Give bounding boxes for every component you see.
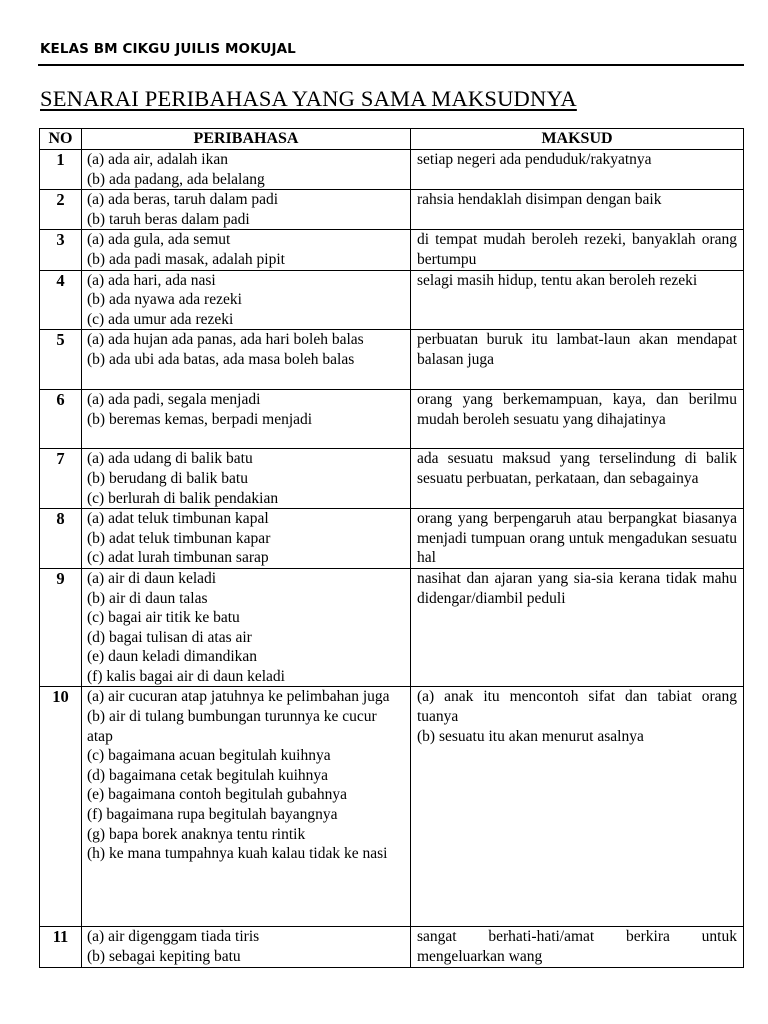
peribahasa-item: (e) bagaimana contoh begitulah gubahnya <box>87 786 347 804</box>
peribahasa-cell <box>82 927 411 967</box>
peribahasa-item: (b) air di daun talas <box>87 589 208 607</box>
maksud-item: selagi masih hidup, tentu akan beroleh rezeki <box>417 271 698 289</box>
peribahasa-cell <box>82 687 411 927</box>
maksud-cell <box>411 270 744 330</box>
peribahasa-cell <box>82 449 411 509</box>
peribahasa-item: (a) air cucuran atap jatuhnya ke pelimbahan juga <box>87 688 390 706</box>
peribahasa-item: (f) kalis bagai air di daun keladi <box>87 667 285 685</box>
peribahasa-item: (a) adat teluk timbunan kapal <box>87 510 269 528</box>
row-number: 5 <box>40 330 82 390</box>
maksud-item: perbuatan buruk itu lambat-laun akan mendapat balasan juga <box>417 331 737 368</box>
peribahasa-item: (a) ada hari, ada nasi <box>87 271 216 289</box>
maksud-cell <box>411 568 744 687</box>
maksud-cell <box>411 230 744 270</box>
peribahasa-item: (c) adat lurah timbunan sarap <box>87 549 269 567</box>
table-row <box>40 927 744 967</box>
row-number: 10 <box>40 687 82 927</box>
peribahasa-cell <box>82 270 411 330</box>
peribahasa-item: (f) bagaimana rupa begitulah bayangnya <box>87 806 338 824</box>
maksud-item: nasihat dan ajaran yang sia-sia kerana tidak mahu didengar/diambil peduli <box>417 569 737 607</box>
row-number: 11 <box>40 927 82 967</box>
peribahasa-item: (a) ada padi, segala menjadi <box>87 391 261 409</box>
page-title: SENARAI PERIBAHASA YANG SAMA MAKSUDNYA <box>40 86 577 111</box>
column-header-no: NO <box>40 129 82 150</box>
maksud-item: rahsia hendaklah disimpan dengan baik <box>417 191 662 209</box>
row-number: 7 <box>40 449 82 509</box>
peribahasa-cell <box>82 190 411 230</box>
peribahasa-item: (b) berudang di balik batu <box>87 469 248 487</box>
peribahasa-item: (a) air di daun keladi <box>87 569 217 587</box>
peribahasa-item: (h) ke mana tumpahnya kuah kalau tidak ke nasi <box>87 845 388 863</box>
peribahasa-item: (b) beremas kemas, berpadi menjadi <box>87 410 313 428</box>
peribahasa-cell <box>82 230 411 270</box>
peribahasa-item: (b) taruh beras dalam padi <box>87 210 250 228</box>
row-number: 9 <box>40 568 82 687</box>
peribahasa-item: (d) bagaimana cetak begitulah kuihnya <box>87 766 329 784</box>
peribahasa-item: (b) ada padang, ada belalang <box>87 170 265 188</box>
table-row <box>40 330 744 390</box>
peribahasa-item: (a) ada air, adalah ikan <box>87 151 228 168</box>
peribahasa-cell <box>82 150 411 190</box>
peribahasa-item: (b) ada padi masak, adalah pipit <box>87 250 285 268</box>
row-number: 3 <box>40 230 82 270</box>
peribahasa-item: (a) ada beras, taruh dalam padi <box>87 191 279 209</box>
row-number: 6 <box>40 390 82 449</box>
peribahasa-item: (a) ada hujan ada panas, ada hari boleh balas <box>87 331 364 349</box>
table-row <box>40 190 744 230</box>
table-header-row <box>40 129 744 150</box>
maksud-item: orang yang berkemampuan, kaya, dan berilmu mudah beroleh sesuatu yang dihajatinya <box>417 391 737 428</box>
table-row <box>40 270 744 330</box>
peribahasa-item: (a) ada udang di balik batu <box>87 450 253 468</box>
row-number: 1 <box>40 150 82 190</box>
table-row <box>40 390 744 449</box>
maksud-cell <box>411 449 744 509</box>
peribahasa-item: (b) adat teluk timbunan kapar <box>87 529 271 547</box>
maksud-item: di tempat mudah beroleh rezeki, banyaklah orang bertumpu <box>417 231 737 268</box>
peribahasa-cell <box>82 390 411 449</box>
peribahasa-item: (a) ada gula, ada semut <box>87 231 231 249</box>
maksud-item: ada sesuatu maksud yang terselindung di balik sesuatu perbuatan, perkataan, dan sebagainya <box>417 450 737 487</box>
table-row <box>40 230 744 270</box>
peribahasa-item: (d) bagai tulisan di atas air <box>87 628 252 646</box>
maksud-item: setiap negeri ada penduduk/rakyatnya <box>417 151 652 168</box>
maksud-cell <box>411 687 744 927</box>
maksud-cell <box>411 390 744 449</box>
peribahasa-item: (c) berlurah di balik pendakian <box>87 489 279 507</box>
table-row <box>40 509 744 569</box>
maksud-cell <box>411 927 744 967</box>
table-row <box>40 449 744 509</box>
maksud-item: (a) anak itu mencontoh sifat dan tabiat orang tuanya <box>417 688 737 726</box>
row-number: 8 <box>40 509 82 569</box>
column-header-peribahasa: PERIBAHASA <box>82 129 411 150</box>
maksud-cell <box>411 150 744 190</box>
peribahasa-item: (c) ada umur ada rezeki <box>87 310 234 328</box>
maksud-item: orang yang berpengaruh atau berpangkat biasanya menjadi tumpuan orang untuk mengadukan sesuatu hal <box>417 510 737 567</box>
table-row <box>40 687 744 927</box>
peribahasa-item: (b) air di tulang bumbungan turunnya ke cucur atap <box>87 708 377 745</box>
column-header-maksud: MAKSUD <box>411 129 744 150</box>
peribahasa-item: (b) ada ubi ada batas, ada masa boleh balas <box>87 350 355 368</box>
maksud-cell <box>411 330 744 390</box>
peribahasa-cell <box>82 509 411 569</box>
peribahasa-item: (c) bagai air titik ke batu <box>87 609 240 627</box>
maksud-item: (b) sesuatu itu akan menurut asalnya <box>417 727 644 745</box>
document-header: KELAS BM CIKGU JUILIS MOKUJAL <box>40 41 296 57</box>
peribahasa-item: (g) bapa borek anaknya tentu rintik <box>87 825 306 843</box>
maksud-cell <box>411 190 744 230</box>
peribahasa-cell <box>82 330 411 390</box>
maksud-cell <box>411 509 744 569</box>
peribahasa-cell <box>82 568 411 687</box>
maksud-item: sangat berhati-hati/amat berkira untuk mengeluarkan wang <box>417 928 737 966</box>
header-divider <box>38 64 744 66</box>
peribahasa-item: (b) sebagai kepiting batu <box>87 948 241 966</box>
peribahasa-item: (c) bagaimana acuan begitulah kuihnya <box>87 747 331 765</box>
peribahasa-item: (b) ada nyawa ada rezeki <box>87 291 242 309</box>
table-body <box>40 150 744 968</box>
peribahasa-item: (a) air digenggam tiada tiris <box>87 928 260 946</box>
table-row <box>40 568 744 687</box>
peribahasa-table <box>39 128 744 968</box>
peribahasa-item: (e) daun keladi dimandikan <box>87 648 258 666</box>
row-number: 2 <box>40 190 82 230</box>
row-number: 4 <box>40 270 82 330</box>
table-row <box>40 150 744 190</box>
